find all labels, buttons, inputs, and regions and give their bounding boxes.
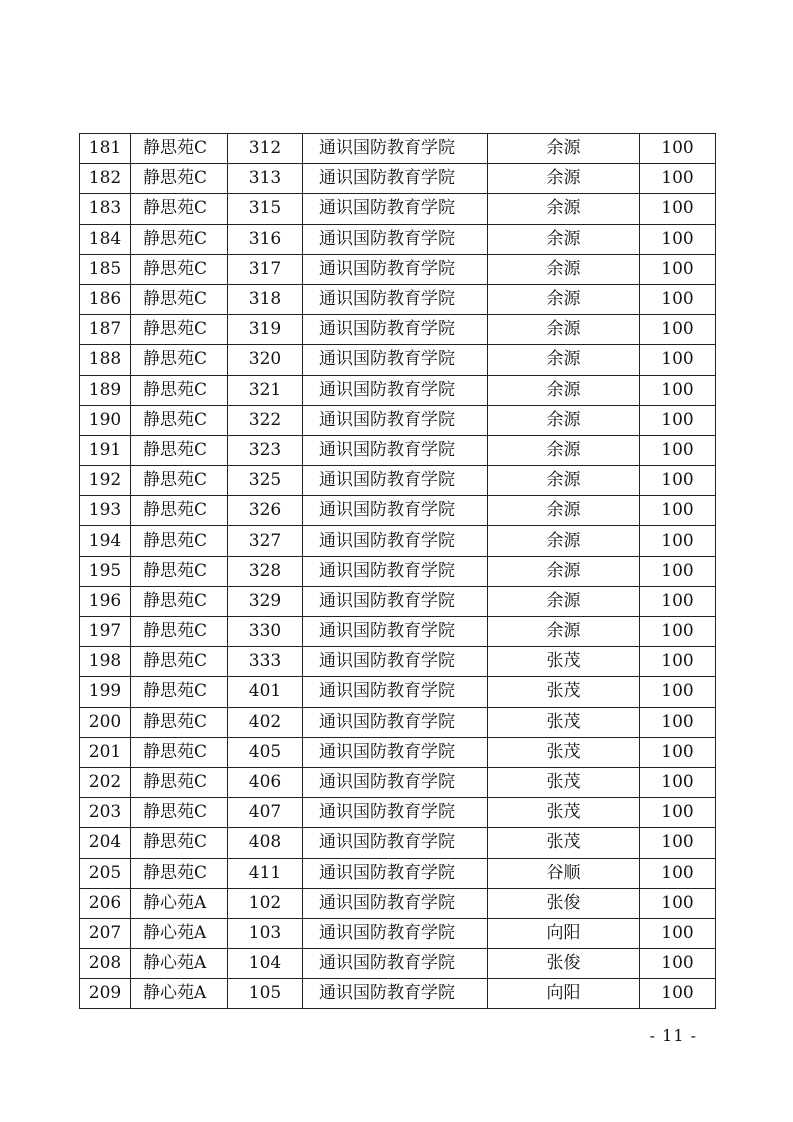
room-number-cell: 325 — [228, 466, 303, 496]
college-cell: 通识国防教育学院 — [303, 979, 488, 1009]
building-cell: 静思苑C — [131, 375, 228, 405]
person-cell: 张茂 — [488, 647, 640, 677]
room-number-cell: 411 — [228, 858, 303, 888]
building-cell: 静思苑C — [131, 345, 228, 375]
building-cell: 静思苑C — [131, 435, 228, 465]
score-cell: 100 — [640, 134, 716, 164]
score-cell: 100 — [640, 918, 716, 948]
building-cell: 静心苑A — [131, 888, 228, 918]
score-cell: 100 — [640, 345, 716, 375]
building-cell: 静思苑C — [131, 194, 228, 224]
person-cell: 余源 — [488, 315, 640, 345]
room-number-cell: 326 — [228, 496, 303, 526]
table-row — [80, 979, 716, 1009]
college-cell: 通识国防教育学院 — [303, 254, 488, 284]
table-row — [80, 224, 716, 254]
score-cell: 100 — [640, 224, 716, 254]
person-cell: 张茂 — [488, 677, 640, 707]
person-cell: 余源 — [488, 375, 640, 405]
score-cell: 100 — [640, 798, 716, 828]
row-number-cell: 187 — [80, 315, 131, 345]
college-cell: 通识国防教育学院 — [303, 737, 488, 767]
score-cell: 100 — [640, 194, 716, 224]
college-cell: 通识国防教育学院 — [303, 164, 488, 194]
room-number-cell: 405 — [228, 737, 303, 767]
person-cell: 张茂 — [488, 828, 640, 858]
table-row — [80, 647, 716, 677]
building-cell: 静思苑C — [131, 134, 228, 164]
building-cell: 静思苑C — [131, 164, 228, 194]
room-number-cell: 328 — [228, 556, 303, 586]
building-cell: 静思苑C — [131, 677, 228, 707]
row-number-cell: 208 — [80, 949, 131, 979]
table-row — [80, 345, 716, 375]
room-number-cell: 105 — [228, 979, 303, 1009]
person-cell: 余源 — [488, 224, 640, 254]
room-number-cell: 407 — [228, 798, 303, 828]
college-cell: 通识国防教育学院 — [303, 888, 488, 918]
score-cell: 100 — [640, 949, 716, 979]
person-cell: 余源 — [488, 586, 640, 616]
building-cell: 静心苑A — [131, 979, 228, 1009]
table-row — [80, 315, 716, 345]
score-cell: 100 — [640, 526, 716, 556]
building-cell: 静思苑C — [131, 315, 228, 345]
college-cell: 通识国防教育学院 — [303, 134, 488, 164]
score-cell: 100 — [640, 677, 716, 707]
row-number-cell: 185 — [80, 254, 131, 284]
person-cell: 余源 — [488, 466, 640, 496]
data-table — [79, 133, 716, 1009]
table-row — [80, 798, 716, 828]
person-cell: 余源 — [488, 556, 640, 586]
building-cell: 静思苑C — [131, 586, 228, 616]
room-number-cell: 408 — [228, 828, 303, 858]
room-number-cell: 315 — [228, 194, 303, 224]
row-number-cell: 194 — [80, 526, 131, 556]
score-cell: 100 — [640, 647, 716, 677]
table-row — [80, 435, 716, 465]
score-cell: 100 — [640, 888, 716, 918]
row-number-cell: 200 — [80, 707, 131, 737]
college-cell: 通识国防教育学院 — [303, 224, 488, 254]
room-number-cell: 330 — [228, 617, 303, 647]
college-cell: 通识国防教育学院 — [303, 194, 488, 224]
person-cell: 向阳 — [488, 979, 640, 1009]
score-cell: 100 — [640, 707, 716, 737]
table-row — [80, 828, 716, 858]
score-cell: 100 — [640, 617, 716, 647]
row-number-cell: 205 — [80, 858, 131, 888]
table-row — [80, 164, 716, 194]
row-number-cell: 184 — [80, 224, 131, 254]
person-cell: 余源 — [488, 526, 640, 556]
score-cell: 100 — [640, 858, 716, 888]
building-cell: 静思苑C — [131, 828, 228, 858]
score-cell: 100 — [640, 164, 716, 194]
room-number-cell: 104 — [228, 949, 303, 979]
college-cell: 通识国防教育学院 — [303, 918, 488, 948]
building-cell: 静思苑C — [131, 647, 228, 677]
row-number-cell: 183 — [80, 194, 131, 224]
person-cell: 余源 — [488, 164, 640, 194]
row-number-cell: 189 — [80, 375, 131, 405]
person-cell: 余源 — [488, 405, 640, 435]
score-cell: 100 — [640, 284, 716, 314]
person-cell: 余源 — [488, 435, 640, 465]
room-number-cell: 327 — [228, 526, 303, 556]
score-cell: 100 — [640, 315, 716, 345]
person-cell: 向阳 — [488, 918, 640, 948]
building-cell: 静思苑C — [131, 526, 228, 556]
college-cell: 通识国防教育学院 — [303, 798, 488, 828]
score-cell: 100 — [640, 737, 716, 767]
building-cell: 静思苑C — [131, 556, 228, 586]
row-number-cell: 198 — [80, 647, 131, 677]
table-row — [80, 526, 716, 556]
building-cell: 静思苑C — [131, 767, 228, 797]
room-number-cell: 323 — [228, 435, 303, 465]
score-cell: 100 — [640, 767, 716, 797]
table-row — [80, 556, 716, 586]
building-cell: 静思苑C — [131, 405, 228, 435]
college-cell: 通识国防教育学院 — [303, 858, 488, 888]
table-row — [80, 375, 716, 405]
building-cell: 静思苑C — [131, 617, 228, 647]
score-cell: 100 — [640, 979, 716, 1009]
college-cell: 通识国防教育学院 — [303, 767, 488, 797]
building-cell: 静思苑C — [131, 466, 228, 496]
college-cell: 通识国防教育学院 — [303, 586, 488, 616]
row-number-cell: 188 — [80, 345, 131, 375]
college-cell: 通识国防教育学院 — [303, 466, 488, 496]
college-cell: 通识国防教育学院 — [303, 617, 488, 647]
row-number-cell: 192 — [80, 466, 131, 496]
room-number-cell: 312 — [228, 134, 303, 164]
room-number-cell: 333 — [228, 647, 303, 677]
score-cell: 100 — [640, 405, 716, 435]
score-cell: 100 — [640, 556, 716, 586]
person-cell: 张茂 — [488, 737, 640, 767]
room-number-cell: 402 — [228, 707, 303, 737]
table-row — [80, 617, 716, 647]
row-number-cell: 191 — [80, 435, 131, 465]
row-number-cell: 186 — [80, 284, 131, 314]
table-row — [80, 586, 716, 616]
page-number: - 11 - — [649, 1026, 697, 1045]
row-number-cell: 181 — [80, 134, 131, 164]
room-number-cell: 317 — [228, 254, 303, 284]
building-cell: 静思苑C — [131, 224, 228, 254]
table-row — [80, 949, 716, 979]
person-cell: 张茂 — [488, 798, 640, 828]
person-cell: 余源 — [488, 194, 640, 224]
college-cell: 通识国防教育学院 — [303, 949, 488, 979]
row-number-cell: 207 — [80, 918, 131, 948]
building-cell: 静思苑C — [131, 254, 228, 284]
room-number-cell: 318 — [228, 284, 303, 314]
college-cell: 通识国防教育学院 — [303, 284, 488, 314]
building-cell: 静思苑C — [131, 858, 228, 888]
person-cell: 余源 — [488, 134, 640, 164]
room-number-cell: 406 — [228, 767, 303, 797]
row-number-cell: 199 — [80, 677, 131, 707]
college-cell: 通识国防教育学院 — [303, 707, 488, 737]
room-number-cell: 321 — [228, 375, 303, 405]
table-row — [80, 707, 716, 737]
row-number-cell: 202 — [80, 767, 131, 797]
person-cell: 张俊 — [488, 888, 640, 918]
row-number-cell: 203 — [80, 798, 131, 828]
row-number-cell: 201 — [80, 737, 131, 767]
room-number-cell: 319 — [228, 315, 303, 345]
person-cell: 谷顺 — [488, 858, 640, 888]
table-row — [80, 677, 716, 707]
row-number-cell: 193 — [80, 496, 131, 526]
college-cell: 通识国防教育学院 — [303, 496, 488, 526]
row-number-cell: 195 — [80, 556, 131, 586]
person-cell: 张俊 — [488, 949, 640, 979]
room-number-cell: 316 — [228, 224, 303, 254]
row-number-cell: 197 — [80, 617, 131, 647]
college-cell: 通识国防教育学院 — [303, 345, 488, 375]
table-row — [80, 858, 716, 888]
table-row — [80, 918, 716, 948]
table-row — [80, 496, 716, 526]
table-row — [80, 737, 716, 767]
row-number-cell: 209 — [80, 979, 131, 1009]
college-cell: 通识国防教育学院 — [303, 375, 488, 405]
room-number-cell: 102 — [228, 888, 303, 918]
table-row — [80, 254, 716, 284]
building-cell: 静思苑C — [131, 737, 228, 767]
table-row — [80, 888, 716, 918]
score-cell: 100 — [640, 435, 716, 465]
row-number-cell: 190 — [80, 405, 131, 435]
table-body — [80, 134, 716, 1009]
building-cell: 静思苑C — [131, 496, 228, 526]
college-cell: 通识国防教育学院 — [303, 828, 488, 858]
college-cell: 通识国防教育学院 — [303, 526, 488, 556]
building-cell: 静思苑C — [131, 798, 228, 828]
person-cell: 张茂 — [488, 707, 640, 737]
table-row — [80, 405, 716, 435]
college-cell: 通识国防教育学院 — [303, 677, 488, 707]
room-number-cell: 103 — [228, 918, 303, 948]
row-number-cell: 204 — [80, 828, 131, 858]
table-row — [80, 194, 716, 224]
row-number-cell: 182 — [80, 164, 131, 194]
table-row — [80, 134, 716, 164]
building-cell: 静心苑A — [131, 949, 228, 979]
college-cell: 通识国防教育学院 — [303, 556, 488, 586]
room-number-cell: 322 — [228, 405, 303, 435]
score-cell: 100 — [640, 828, 716, 858]
room-number-cell: 401 — [228, 677, 303, 707]
score-cell: 100 — [640, 254, 716, 284]
person-cell: 余源 — [488, 496, 640, 526]
person-cell: 余源 — [488, 284, 640, 314]
score-cell: 100 — [640, 375, 716, 405]
room-number-cell: 320 — [228, 345, 303, 375]
score-cell: 100 — [640, 586, 716, 616]
building-cell: 静思苑C — [131, 707, 228, 737]
building-cell: 静思苑C — [131, 284, 228, 314]
person-cell: 张茂 — [488, 767, 640, 797]
building-cell: 静心苑A — [131, 918, 228, 948]
person-cell: 余源 — [488, 254, 640, 284]
score-cell: 100 — [640, 466, 716, 496]
person-cell: 余源 — [488, 617, 640, 647]
person-cell: 余源 — [488, 345, 640, 375]
table-row — [80, 466, 716, 496]
row-number-cell: 206 — [80, 888, 131, 918]
college-cell: 通识国防教育学院 — [303, 315, 488, 345]
college-cell: 通识国防教育学院 — [303, 647, 488, 677]
room-number-cell: 313 — [228, 164, 303, 194]
college-cell: 通识国防教育学院 — [303, 405, 488, 435]
college-cell: 通识国防教育学院 — [303, 435, 488, 465]
room-number-cell: 329 — [228, 586, 303, 616]
score-cell: 100 — [640, 496, 716, 526]
table-row — [80, 767, 716, 797]
table-row — [80, 284, 716, 314]
row-number-cell: 196 — [80, 586, 131, 616]
